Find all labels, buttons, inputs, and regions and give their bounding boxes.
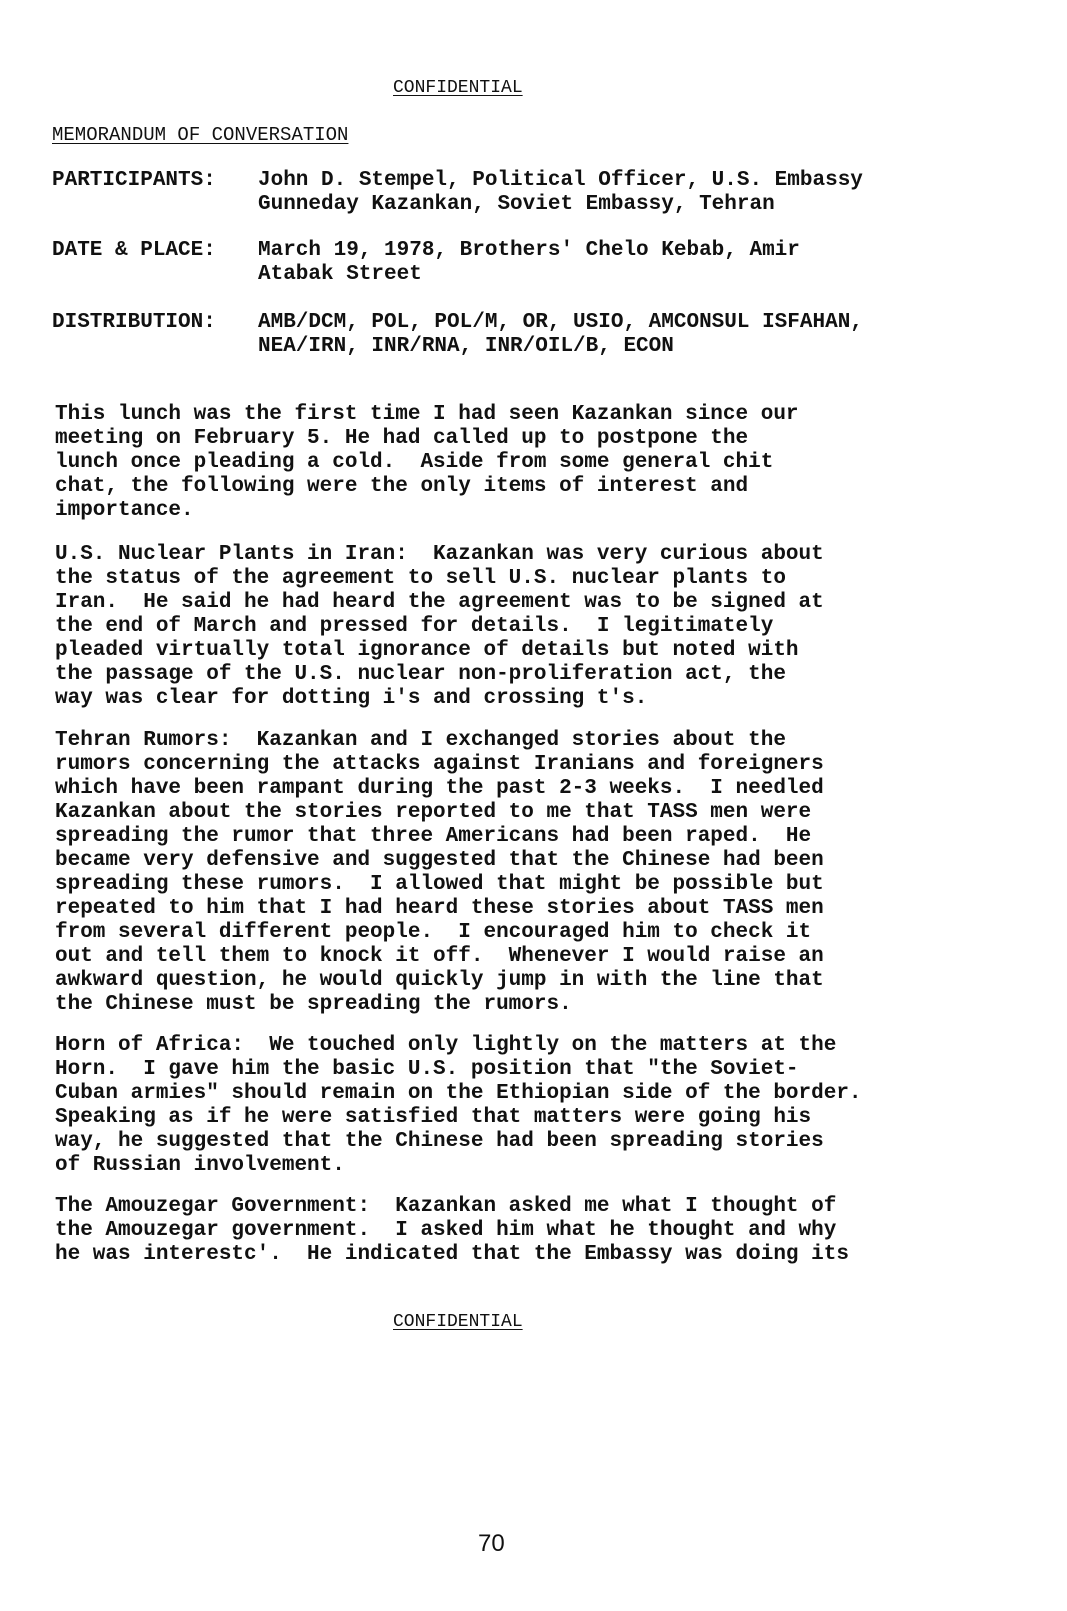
section-tehran-rumors: Tehran Rumors: Kazankan and I exchanged stories about the rumors concerning the attacks against Iranians and foreigners which have been rampant during the past 2-3 weeks. I needled Kazankan about the stories reported to me that TASS men were spreading the rumor that three Americans had been raped. He became very defensive and suggested that the Chinese had been spreading these rumors. I allowed that might be possible but repeated to him that I had heard these stories about TASS men from several different people. I encouraged him to check it out and tell them to knock it off. Whenever I would raise an awkward question, he would quickly jump in with the line that the Chinese must be spreading the rumors. [55, 729, 824, 1016]
date-place-line-2: Atabak Street [258, 263, 422, 286]
participants-label: PARTICIPANTS: [52, 169, 216, 192]
section-nuclear-plants: U.S. Nuclear Plants in Iran: Kazankan was very curious about the status of the agreement to sell U.S. nuclear plants to Iran. He said he had heard the agreement was to be signed at the end of March and pressed for details. I legitimately pleaded virtually total ignorance of details but noted with the passage of the U.S. nuclear non-proliferation act, the way was clear for dotting i's and crossing t's. [55, 543, 824, 710]
section-amouzegar-government: The Amouzegar Government: Kazankan asked me what I thought of the Amouzegar government. I asked him what he thought and why he was interestc'. He indicated that the Embassy was doing its [55, 1195, 849, 1266]
page-number: 70 [478, 1530, 505, 1557]
classification-header: CONFIDENTIAL [393, 78, 523, 98]
date-place-label: DATE & PLACE: [52, 239, 216, 262]
section-horn-of-africa: Horn of Africa: We touched only lightly on the matters at the Horn. I gave him the basic U.S. position that "the Soviet- Cuban armies" should remain on the Ethiopian side of the border. Speaking as if he were satisfied that matters were going his way, he suggested that the Chinese had been spreading stories of Russian involvement. [55, 1034, 862, 1177]
distribution-label: DISTRIBUTION: [52, 311, 216, 334]
distribution-line-2: NEA/IRN, INR/RNA, INR/OIL/B, ECON [258, 335, 674, 358]
memo-title: MEMORANDUM OF CONVERSATION [52, 124, 349, 146]
distribution-line-1: AMB/DCM, POL, POL/M, OR, USIO, AMCONSUL ISFAHAN, [258, 311, 863, 334]
participants-line-2: Gunneday Kazankan, Soviet Embassy, Tehran [258, 193, 775, 216]
participants-line-1: John D. Stempel, Political Officer, U.S. Embassy [258, 169, 863, 192]
intro-paragraph: This lunch was the first time I had seen Kazankan since our meeting on February 5. He had called up to postpone the lunch once pleading a cold. Aside from some general chit chat, the following were the only items of interest and importance. [55, 403, 799, 522]
date-place-line-1: March 19, 1978, Brothers' Chelo Kebab, Amir [258, 239, 800, 262]
classification-footer: CONFIDENTIAL [393, 1312, 523, 1332]
